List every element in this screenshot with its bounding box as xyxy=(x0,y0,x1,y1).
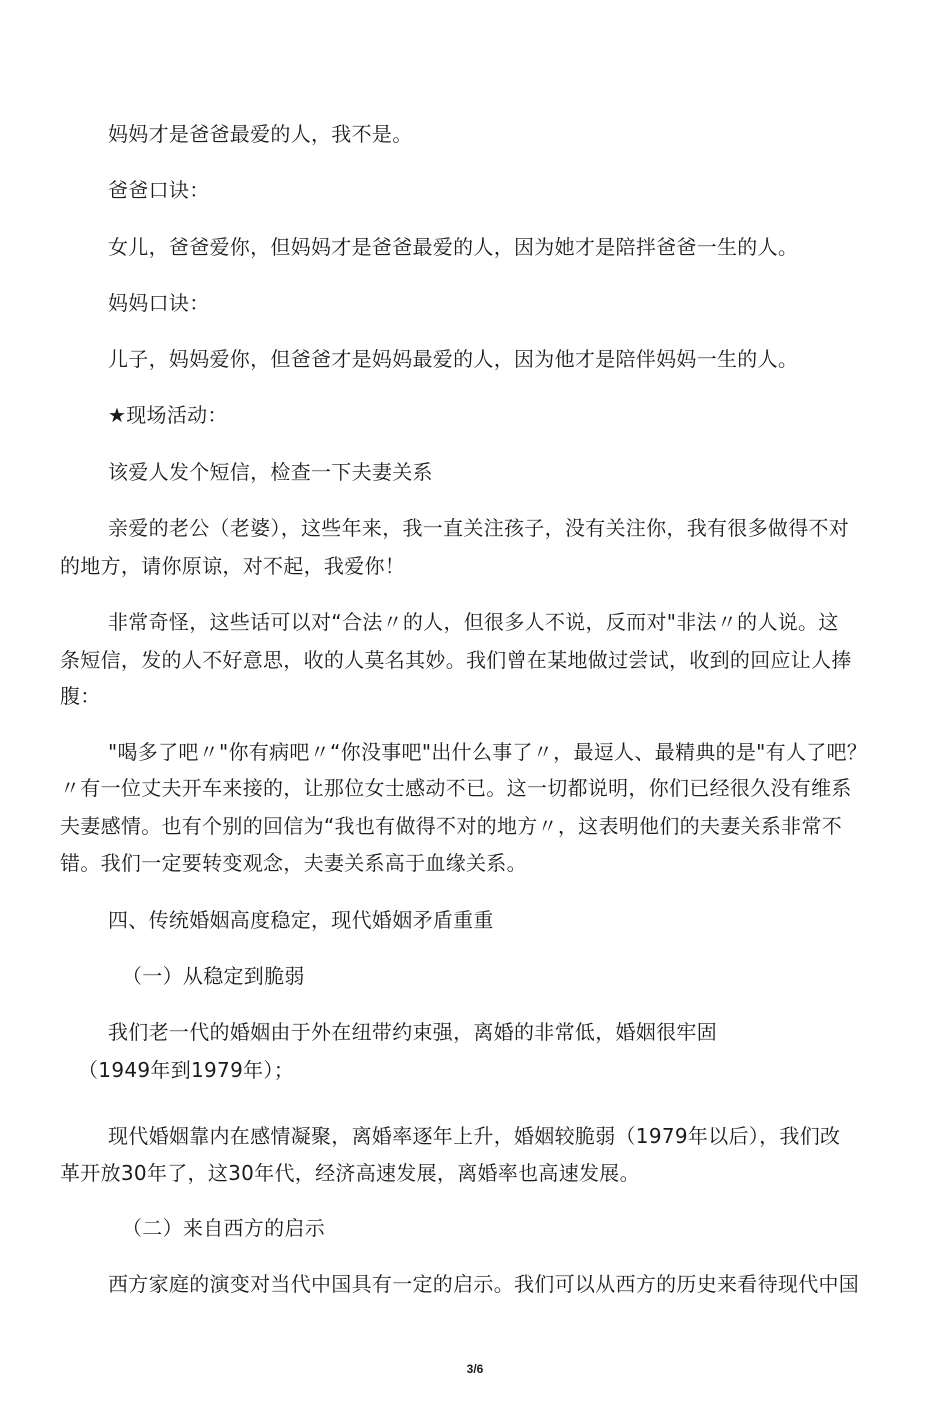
subsection-heading: （二）来自西方的启示 xyxy=(122,1216,325,1240)
subsection-heading: （一）从稳定到脆弱 xyxy=(122,964,305,988)
paragraph-line: 错。我们一定要转变观念，夫妻关系高于血缘关系。 xyxy=(60,851,527,875)
paragraph-line: 妈妈才是爸爸最爱的人，我不是。 xyxy=(108,122,413,146)
section-heading: 四、传统婚姻高度稳定，现代婚姻矛盾重重 xyxy=(108,908,494,932)
paragraph-line: 爸爸口诀： xyxy=(108,178,210,202)
paragraph-line: （1949年到1979年）； xyxy=(78,1058,294,1082)
paragraph-line: 〃有一位丈夫开车来接的，让那位女士感动不已。这一切都说明，你们已经很久没有维系 xyxy=(60,776,852,800)
paragraph-line: 西方家庭的演变对当代中国具有一定的启示。我们可以从西方的历史来看待现代中国 xyxy=(108,1272,860,1296)
paragraph-line: 的地方，请你原谅，对不起，我爱你！ xyxy=(60,554,406,578)
paragraph-line: 该爱人发个短信，检查一下夫妻关系 xyxy=(108,460,433,484)
paragraph-line: 妈妈口诀： xyxy=(108,291,210,315)
paragraph-line: 夫妻感情。也有个别的回信为“我也有做得不对的地方〃，这表明他们的夫妻关系非常不 xyxy=(60,814,843,838)
page-number: 3/6 xyxy=(466,1362,484,1376)
paragraph-line: 女儿，爸爸爱你，但妈妈才是爸爸最爱的人，因为她才是陪拌爸爸一生的人。 xyxy=(108,235,799,259)
paragraph-line: 现代婚姻靠内在感情凝聚，离婚率逐年上升，婚姻较脆弱（1979年以后），我们改 xyxy=(108,1124,841,1148)
paragraph-line: 革开放30年了，这30年代，经济高速发展，离婚率也高速发展。 xyxy=(60,1161,640,1185)
paragraph-line: 儿子，妈妈爱你，但爸爸才是妈妈最爱的人，因为他才是陪伴妈妈一生的人。 xyxy=(108,347,799,371)
paragraph-line: 亲爱的老公（老婆），这些年来，我一直关注孩子，没有关注你，我有很多做得不对 xyxy=(108,516,850,540)
paragraph-line: 腹： xyxy=(60,684,101,708)
paragraph-line: 非常奇怪，这些话可以对“合法〃的人，但很多人不说，反而对"非法〃的人说。这 xyxy=(108,610,839,634)
paragraph-line: 条短信，发的人不好意思，收的人莫名其妙。我们曾在某地做过尝试，收到的回应让人捧 xyxy=(60,648,852,672)
paragraph-line: 我们老一代的婚姻由于外在纽带约束强，离婚的非常低，婚姻很牢固 xyxy=(108,1020,717,1044)
paragraph-line: "喝多了吧〃"你有病吧〃“你没事吧"出什么事了〃，最逗人、最精典的是"有人了吧？ xyxy=(108,740,868,764)
section-heading: ★现场活动： xyxy=(108,403,228,427)
